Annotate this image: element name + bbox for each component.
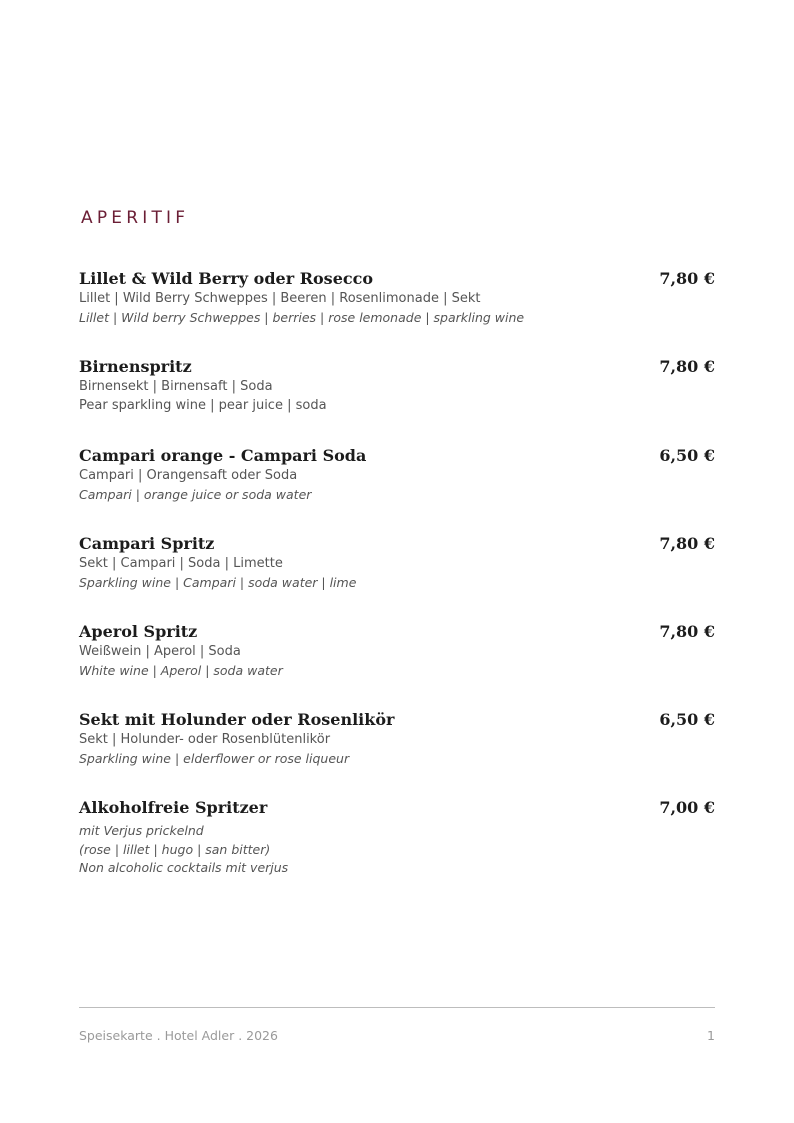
- menu-item-alkoholfreie-spritzer: [79, 797, 715, 878]
- item-description-de: Campari | Orangensaft oder Soda: [79, 468, 298, 483]
- menu-item-aperol-spritz: [79, 621, 715, 680]
- item-description-de: Weißwein | Aperol | Soda: [79, 644, 241, 659]
- item-description-en: Campari | orange juice or soda water: [79, 486, 312, 502]
- item-price: 6,50 €: [659, 446, 715, 465]
- footer-divider: [79, 1007, 715, 1008]
- footer-text: Speisekarte . Hotel Adler . 2026: [79, 1028, 278, 1043]
- menu-item-campari-orange: [79, 445, 715, 504]
- item-description-line: (rose | lillet | hugo | san bitter): [79, 841, 271, 857]
- menu-item-birnenspritz: [79, 356, 715, 415]
- item-name: Alkoholfreie Spritzer: [79, 798, 268, 817]
- item-name: Sekt mit Holunder oder Rosenlikör: [79, 710, 395, 729]
- page-number: 1: [707, 1028, 715, 1043]
- item-description-line: mit Verjus prickelnd: [79, 823, 204, 838]
- item-description-en: White wine | Aperol | soda water: [79, 662, 283, 678]
- item-name: Campari orange - Campari Soda: [79, 446, 367, 465]
- item-description-de: Birnensekt | Birnensaft | Soda: [79, 379, 273, 394]
- item-name: Campari Spritz: [79, 534, 215, 553]
- item-description-de: Sekt | Holunder- oder Rosenblütenlikör: [79, 732, 331, 747]
- item-price: 7,80 €: [659, 534, 715, 553]
- item-description-de: Lillet | Wild Berry Schweppes | Beeren | Rosenlimonade | Sekt: [79, 291, 481, 306]
- item-description-line: Non alcoholic cocktails mit verjus: [79, 860, 289, 875]
- item-price: 7,80 €: [659, 622, 715, 641]
- item-description-de: Sekt | Campari | Soda | Limette: [79, 556, 283, 571]
- menu-item-sekt-holunder: [79, 709, 715, 768]
- menu-item-campari-spritz: [79, 533, 715, 592]
- item-description-en: Sparkling wine | Campari | soda water | lime: [79, 574, 357, 590]
- item-price: 7,00 €: [659, 798, 715, 817]
- item-name: Birnenspritz: [79, 357, 192, 376]
- item-price: 7,80 €: [659, 357, 715, 376]
- item-description-en: Pear sparkling wine | pear juice | soda: [79, 397, 327, 413]
- menu-item-lillet: [79, 268, 715, 327]
- item-price: 6,50 €: [659, 710, 715, 729]
- section-title: APERITIF: [81, 208, 190, 228]
- item-description-en: Lillet | Wild berry Schweppes | berries | rose lemonade | sparkling wine: [79, 309, 525, 325]
- item-name: Aperol Spritz: [79, 622, 198, 641]
- item-price: 7,80 €: [659, 269, 715, 288]
- item-name: Lillet & Wild Berry oder Rosecco: [79, 269, 374, 288]
- item-description-en: Sparkling wine | elderflower or rose liqueur: [79, 750, 350, 766]
